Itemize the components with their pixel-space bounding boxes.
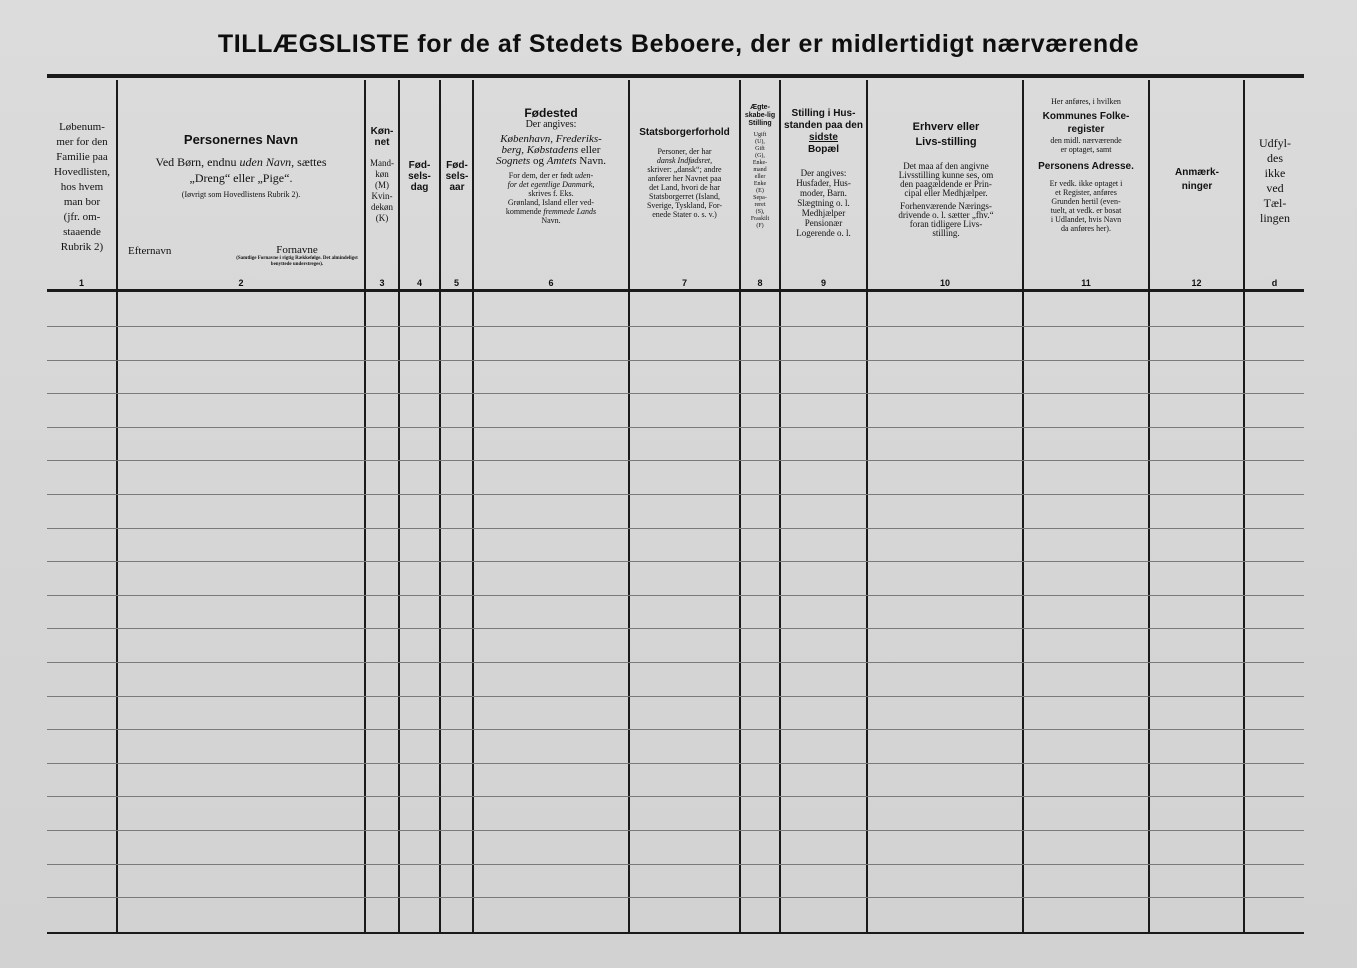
col-number-5: 5: [453, 278, 459, 288]
col2-note: „Dreng“ eller „Pige“.: [189, 171, 293, 185]
col6-note: Grønland, Island eller ved-: [507, 198, 595, 207]
col11-line: tuelt, at vedk. er bosat: [1050, 206, 1122, 215]
col8-line: (U),: [755, 139, 765, 145]
entry-row-line: [47, 393, 1304, 394]
col1-line: Løbenum-: [59, 121, 105, 133]
entry-row-line: [47, 595, 1304, 596]
col10-line: Livsstilling kunne ses, om: [898, 170, 994, 180]
cold-line: lingen: [1260, 211, 1290, 225]
col1-line: man bor: [63, 196, 101, 208]
col10-line: den paagældende er Prin-: [900, 179, 992, 189]
entry-row-line: [47, 460, 1304, 461]
col2-header: [120, 132, 362, 199]
col11-line: Er vedk. ikke optaget i: [1049, 179, 1123, 188]
col8-line: mand: [753, 167, 767, 173]
col11-line: Grunden hertil (even-: [1051, 197, 1121, 206]
col7-line: enede Stater o. s. v.): [652, 210, 717, 219]
entry-row-line: [47, 763, 1304, 764]
col3-line: køn: [375, 169, 389, 179]
cold-header: [1245, 136, 1305, 226]
col2-sub-left: Efternavn: [128, 245, 172, 257]
col4-header: [401, 160, 438, 193]
col2-sub-efternavn: [128, 246, 208, 257]
col8-line: (G),: [755, 153, 765, 159]
col3-line: (K): [375, 213, 389, 223]
col10-line: stilling.: [932, 228, 960, 238]
col12-header: [1170, 166, 1224, 194]
col7-line: Personer, der har: [657, 147, 712, 156]
col6-place-line: Sognets: [495, 155, 531, 167]
col6-place-line: berg, Købstadens: [501, 144, 579, 156]
col12-heading: Anmærk-ninger: [1175, 167, 1219, 192]
cold-line: ikke: [1264, 166, 1286, 180]
col6-note: uden-: [574, 171, 594, 180]
col1-line: hos hvem: [60, 181, 104, 193]
header-top-rule: [47, 74, 1304, 78]
entry-row-line: [47, 561, 1304, 562]
col11-line: et Register, anføres: [1055, 188, 1117, 197]
col3-line: Kvin-: [371, 191, 393, 201]
col9-header: [781, 108, 866, 238]
entry-row-line: [47, 696, 1304, 697]
col6-heading: Fødested: [524, 106, 578, 120]
col9-line: Logerende o. l.: [796, 228, 851, 238]
entry-row-line: [47, 729, 1304, 730]
col9-line: Slægtning o. l.: [797, 198, 850, 208]
col-number-3: 3: [379, 278, 385, 288]
col8-line: Ugift: [753, 132, 767, 138]
entry-row-line: [47, 494, 1304, 495]
column-divider: [398, 80, 400, 932]
cold-line: Tæl-: [1263, 196, 1287, 210]
col-number-6: 6: [548, 278, 554, 288]
col2-note-italic: uden Navn,: [239, 155, 295, 169]
col11-line: da anføres her).: [1061, 224, 1111, 233]
col2-sub-note: (Samtlige Fornavne i rigtig Rækkefølge. Det almindeligst benyttede understreges).: [236, 256, 358, 267]
col11-mid: den midl. nærværende: [1050, 136, 1122, 145]
col9-heading-end: Bopæl: [807, 144, 840, 155]
col8-heading: Ægte-skabe-lig Stilling: [744, 104, 776, 127]
column-divider: [116, 80, 118, 932]
col8-line: Enke-: [752, 160, 768, 166]
entry-row-line: [47, 897, 1304, 898]
col7-header: [630, 128, 739, 219]
column-divider: [866, 80, 868, 932]
col9-heading-underlined: sidste: [809, 132, 838, 143]
col9-line: Medhjælper: [801, 208, 846, 218]
col-number-10: 10: [939, 278, 950, 288]
entry-row-line: [47, 528, 1304, 529]
col6-note: kommende: [505, 207, 542, 216]
col7-line: det Land, hvori de har: [649, 183, 720, 192]
col6-note: Navn.: [541, 216, 561, 225]
entry-row-line: [47, 796, 1304, 797]
col10-line: Forhenværende Nærings-: [900, 201, 992, 211]
col7-line: Sverige, Tyskland, For-: [646, 201, 723, 210]
col6-note: for det egentlige Danmark,: [507, 180, 595, 189]
col2-sub-fornavne: [232, 245, 362, 268]
col8-line: Gift: [755, 146, 765, 152]
col9-line: Pensionær: [804, 218, 843, 228]
col6-header: [475, 108, 627, 225]
col6-place-line: Amtets: [546, 155, 577, 167]
col11-header: [1024, 97, 1148, 233]
col9-line: Husfader, Hus-: [796, 178, 851, 188]
column-divider: [472, 80, 474, 932]
table-bottom-rule: [47, 932, 1304, 934]
col-number-9: 9: [820, 278, 826, 288]
col9-line: moder, Barn.: [800, 188, 847, 198]
col10-line: drivende o. l. sætter „fhv.“: [898, 210, 994, 220]
col2-note: Ved Børn, endnu: [155, 155, 237, 169]
col10-header: [870, 120, 1022, 238]
col8-line: eller: [754, 174, 766, 180]
col3-header: [366, 126, 398, 224]
col1-line: staaende: [63, 226, 101, 238]
col1-line: (jfr. om-: [63, 211, 101, 223]
col2-heading: Personernes Navn: [183, 132, 299, 147]
col8-line: reret: [754, 202, 766, 208]
col6-place-line: og: [532, 155, 544, 167]
col1-line: Hovedlisten,: [54, 166, 110, 178]
entry-row-line: [47, 830, 1304, 831]
col8-line: Enke: [753, 181, 767, 187]
col5-heading: Fød-sels-aar: [445, 160, 469, 193]
col2-note: sættes: [297, 155, 327, 169]
entry-row-line: [47, 864, 1304, 865]
col1-line: Familie paa: [56, 151, 108, 163]
col8-line: (F): [756, 223, 764, 229]
col7-line: dansk Indfødsret,: [656, 156, 713, 165]
col3-heading: Køn-net: [370, 126, 394, 148]
col9-heading: Stilling i Hus-standen paa den: [784, 108, 863, 131]
col1-header: [48, 120, 116, 255]
col8-header: [741, 104, 779, 230]
header-bottom-rule: [47, 289, 1304, 292]
column-divider: [439, 80, 441, 932]
col11-top: Her anføres, i hvilken: [1051, 97, 1121, 106]
col8-line: (S),: [755, 209, 765, 215]
col8-line: Fraskilt: [750, 216, 770, 222]
col-number-4: 4: [416, 278, 422, 288]
col6-place-line: eller: [580, 144, 601, 156]
col10-line: Det maa af den angivne: [903, 161, 989, 171]
col-number-11: 11: [1081, 278, 1091, 288]
col7-line: Statsborgerret (Island,: [649, 192, 720, 201]
col11-line: i Udlandet, hvis Navn: [1050, 215, 1122, 224]
col11-heading2: Personens Adresse.: [1038, 161, 1134, 172]
col10-heading: Erhverv eller Livs-stilling: [912, 121, 980, 148]
col7-line: anfører her Navnet paa: [647, 174, 722, 183]
col6-place-line: København, Frederiks-: [500, 133, 602, 145]
col8-line: Sepa-: [753, 195, 767, 201]
cold-line: ved: [1266, 181, 1284, 195]
col10-line: cipal eller Medhjælper.: [904, 188, 988, 198]
col6-note: skrives f. Eks.: [528, 189, 574, 198]
col5-header: [442, 160, 472, 193]
col3-line: dekøn: [371, 202, 393, 212]
entry-row-line: [47, 628, 1304, 629]
cold-line: Udfyl-: [1259, 136, 1291, 150]
col1-line: mer for den: [56, 136, 108, 148]
col3-line: Mand-: [370, 158, 394, 168]
col7-line: skriver: „dansk“; andre: [647, 165, 722, 174]
col-number-12: 12: [1191, 278, 1202, 288]
column-divider: [1148, 80, 1150, 932]
col6-note: For dem, der er født: [508, 171, 573, 180]
entry-row-line: [47, 326, 1304, 327]
col6-place-line: Navn.: [579, 155, 606, 167]
col9-sub: Der angives:: [800, 168, 847, 178]
col11-mid: er optaget, samt: [1060, 145, 1112, 154]
cold-line: des: [1267, 151, 1283, 165]
entry-row-line: [47, 360, 1304, 361]
col-number-1: 1: [78, 278, 84, 288]
col3-line: (M): [375, 180, 389, 190]
col10-line: foran tidligere Livs-: [909, 219, 983, 229]
entry-row-line: [47, 662, 1304, 663]
col1-line: Rubrik 2): [60, 241, 104, 253]
col4-heading: Fød-sels-dag: [408, 160, 431, 193]
col-number-2: 2: [238, 278, 244, 288]
col-number-d: d: [1271, 278, 1278, 288]
col-number-7: 7: [681, 278, 687, 288]
col-number-8: 8: [757, 278, 763, 288]
col11-heading: Kommunes Folke-register: [1042, 111, 1130, 135]
col2-note: (Iøvrigt som Hovedlistens Rubrik 2).: [181, 190, 301, 199]
col7-heading: Statsborgerforhold: [639, 127, 730, 138]
col6-sub: Der angives:: [525, 119, 577, 130]
entry-row-line: [47, 427, 1304, 428]
col2-sub-right: Fornavne: [276, 244, 318, 256]
col8-line: (E): [756, 188, 764, 194]
col6-note: fremmede Lands: [543, 207, 597, 216]
form-title: TILLÆGSLISTE for de af Stedets Beboere, der er midlertidigt nærværende: [217, 30, 1140, 58]
